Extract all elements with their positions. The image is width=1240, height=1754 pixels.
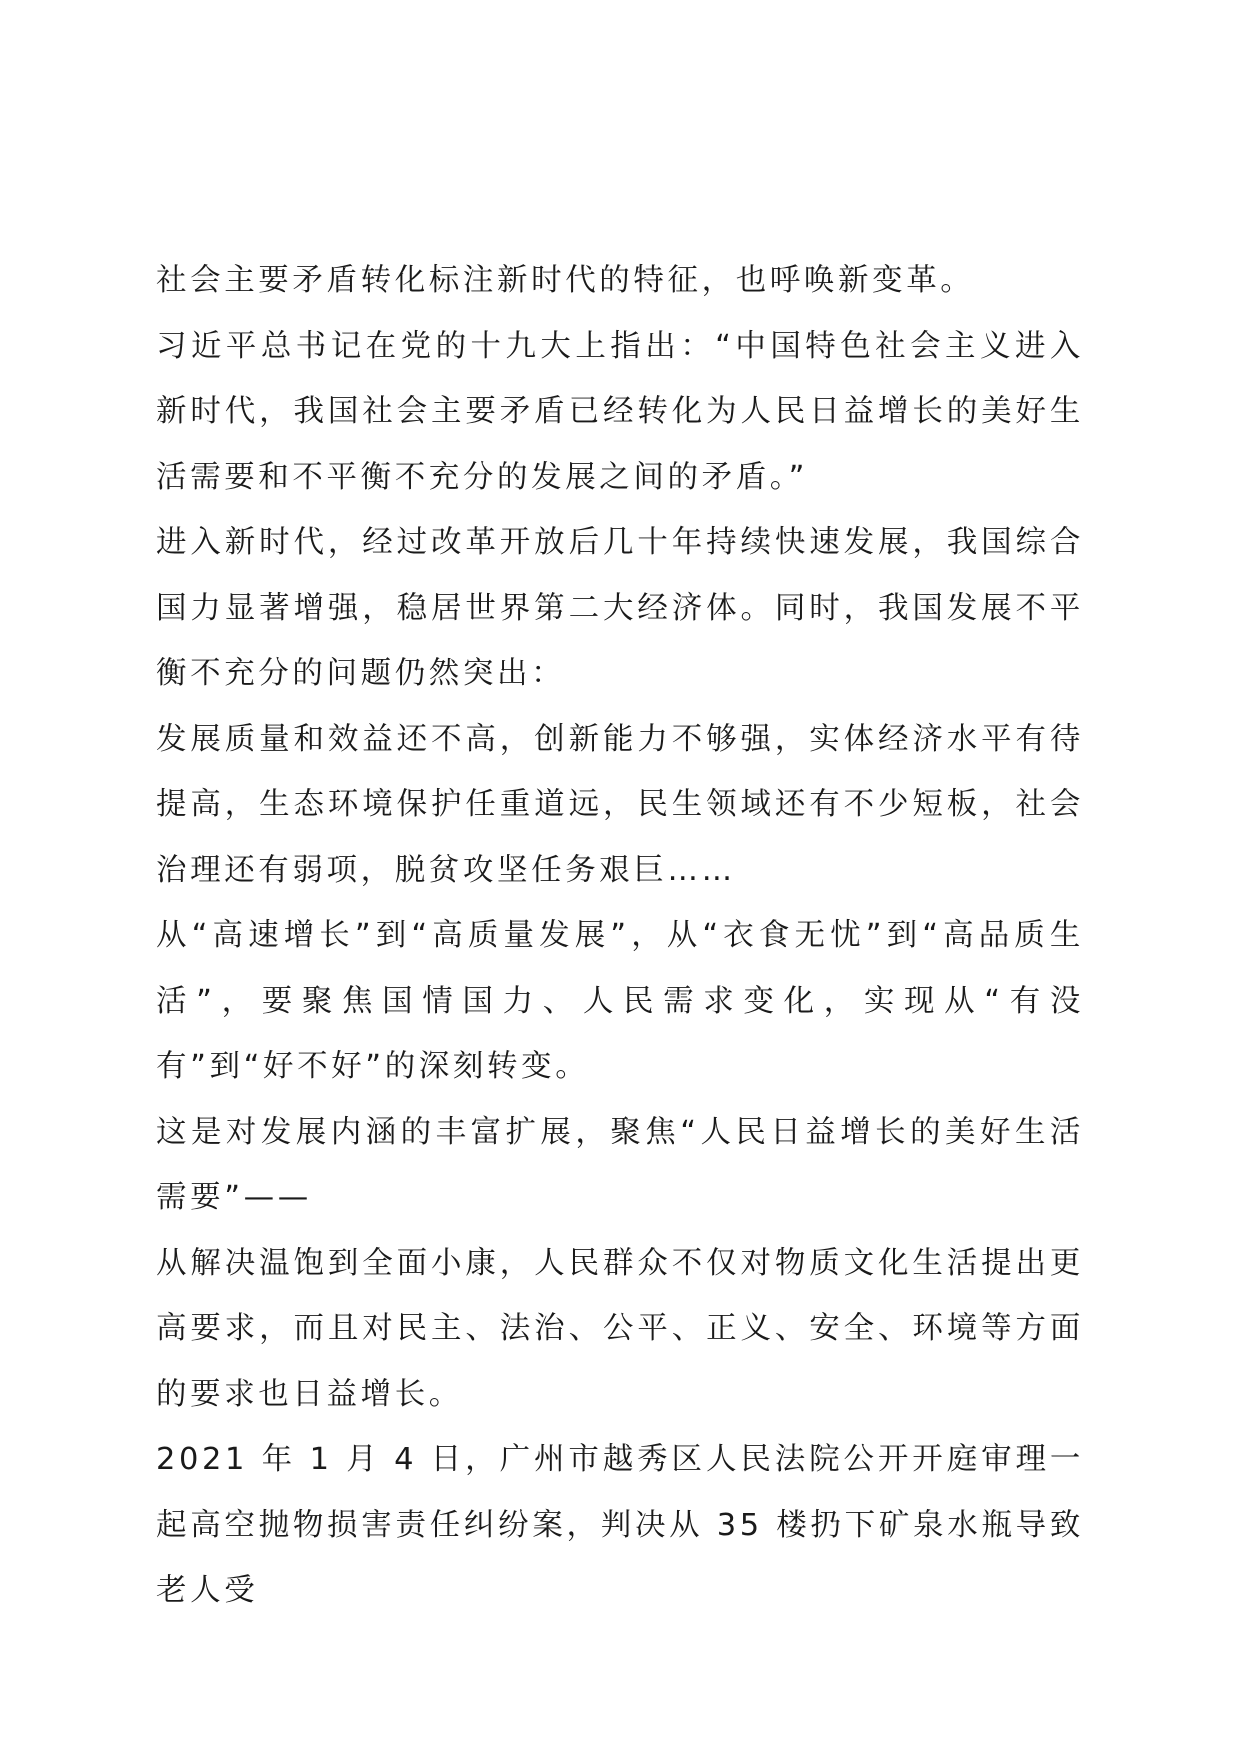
paragraph-3: 进入新时代，经过改革开放后几十年持续快速发展，我国综合国力显著增强，稳居世界第二大经济体。同时，我国发展不平衡不充分的问题仍然突出：: [156, 525, 1084, 691]
paragraph-4: 发展质量和效益还不高，创新能力不够强，实体经济水平有待提高，生态环境保护任重道远，民生领域还有不少短板，社会治理还有弱项，脱贫攻坚任务艰巨……: [156, 721, 1084, 888]
paragraph-1: 社会主要矛盾转化标注新时代的特征，也呼唤新变革。: [156, 263, 975, 298]
body-text: [156, 248, 1084, 1624]
paragraph-2: 习近平总书记在党的十九大上指出：“中国特色社会主义进入新时代，我国社会主要矛盾已经转化为人民日益增长的美好生活需要和不平衡不充分的发展之间的矛盾。”: [156, 328, 1084, 495]
paragraph-7: 从解决温饱到全面小康，人民群众不仅对物质文化生活提出更高要求，而且对民主、法治、公平、正义、安全、环境等方面的要求也日益增长。: [156, 1245, 1084, 1412]
paragraph-5: 从“高速增长”到“高质量发展”，从“衣食无忧”到“高品质生活”，要聚焦国情国力、人民需求变化，实现从“有没有”到“好不好”的深刻转变。: [156, 918, 1084, 1084]
paragraph-6: 这是对发展内涵的丰富扩展，聚焦“人民日益增长的美好生活需要”——: [156, 1114, 1084, 1215]
paragraph-8: 2021 年 1 月 4 日，广州市越秀区人民法院公开开庭审理一起高空抛物损害责任纠纷案，判决从 35 楼扔下矿泉水瓶导致老人受: [156, 1442, 1084, 1608]
